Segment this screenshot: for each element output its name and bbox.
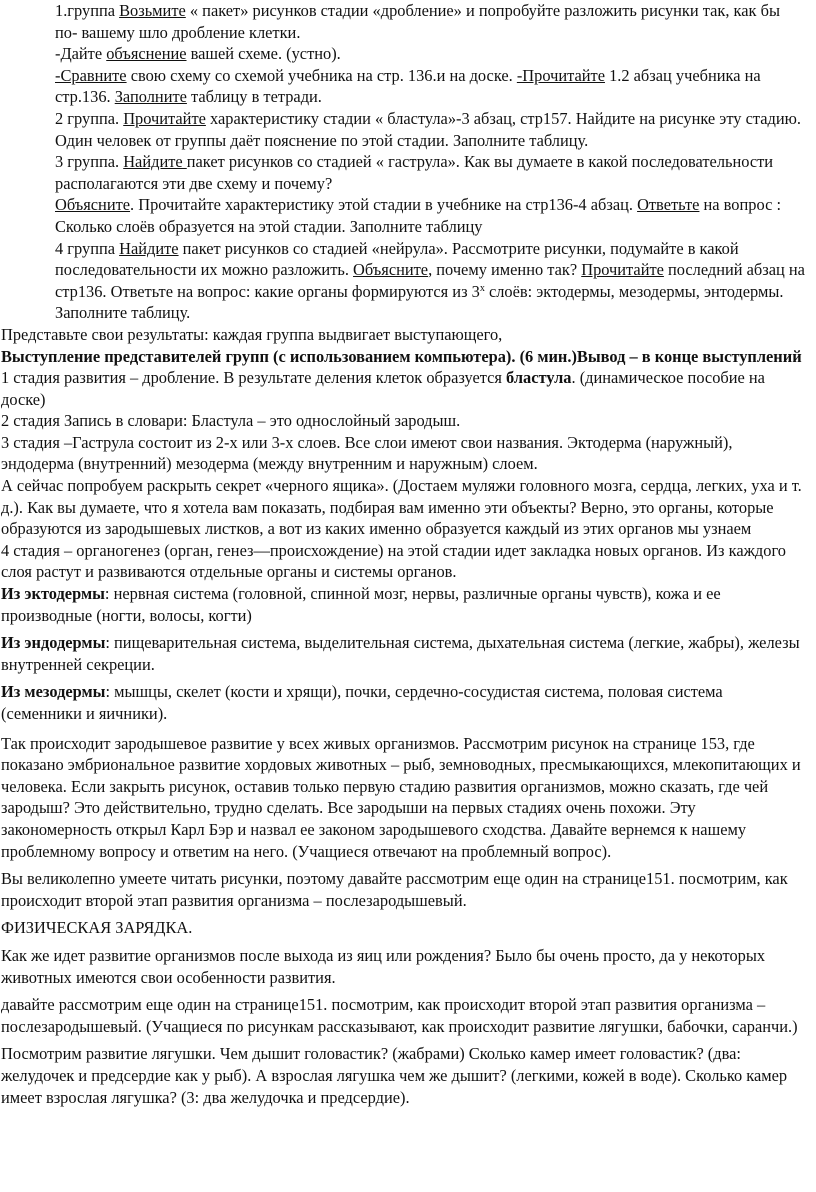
underlined-verb: объяснение [106,44,187,64]
group-1-task: 1.группа Возьмите « пакет» рисунков стадии «дробление» и попробуйте разложить рисунки так, как бы по- вашему шло дробление клетки. [55,1,780,42]
group-4-task: 4 группа Найдите пакет рисунков со стадией «нейрула». Рассмотрите рисунки, подумайте в какой последовательности их можно разложить. Объясните, почему именно так? Прочитайте последний абзац на стр136. Ответьте на вопрос: какие органы формируются из $3^х$ слоёв: эктодермы, мезодермы, энтодермы. Заполните таблицу. [55,238,805,323]
group-tasks [0,0,816,324]
exercise-break: ФИЗИЧЕСКАЯ ЗАРЯДКА. [1,918,193,938]
underlined-verb: Объясните [55,195,131,215]
underlined-verb: Найдите [123,152,187,172]
underlined-verb: Прочитайте [123,108,206,128]
superscript: х [479,282,485,294]
group-3-explain: Объясните. Прочитайте характеристику этой стадии в учебнике на стр136-4 абзац. Ответьте на вопрос : Сколько слоёв образуется на этой стадии. Заполните таблицу [55,195,781,236]
underlined-verb: -Сравните [55,65,127,85]
underlined-verb: Объясните [353,260,429,280]
stage-2: 2 стадия Запись в словари: Бластула – это однослойный зародыш. [1,411,461,431]
underlined-verb: Заполните [114,87,187,107]
development-question: Как же идет развитие организмов после выхода из яиц или рождения? Было бы очень просто, да у некоторых животных имеются свои особенности развития. [1,945,766,987]
stage-1: 1 стадия развития – дробление. В результате деления клеток образуется бластула. (динамическое пособие на доске) [1,368,765,409]
section-heading: Выступление представителей групп (с использованием компьютера). (6 мин.)Вывод – в конце выступлений [1,346,802,366]
group-1-explain: -Дайте объяснение вашей схеме. (устно). [55,44,341,64]
embryonic-similarity-paragraph: Так происходит зародышевое развитие у всех живых организмов. Рассмотрим рисунок на странице 153, где показано эмбриональное развитие хордовых животных – рыб, земноводных, пресмыкающихся, млекопитающих и человека. Если закрыть рисунок, оставив только первую стадию развития организмов, можно сказать, где чей зародыш? Это действительно, трудно сделать. Все зародыши на первых стадиях очень похожи. Эту закономерность открыл Карл Бэр и назвал ее законом зародышевого сходства. Давайте вернемся к нашему проблемному вопросу и ответим на него. (Учащиеся отвечают на проблемный вопрос). [1,733,801,861]
lesson-body [0,324,816,1108]
mesoderm-organs: Из мезодермы: мышцы, скелет (кости и хрящи), почки, сердечно-сосудистая система, половая система (семенники и яичники). [1,682,723,723]
stage-3: 3 стадия –Гаструла состоит из 2-х или 3-х слоев. Все слои имеют свои названия. Эктодерма (наружный), эндодерма (внутренний) мезодерма (между внутренним и наружным) слоем. [1,432,733,474]
frog-development-paragraph: Посмотрим развитие лягушки. Чем дышит головастик? (жабрами) Сколько камер имеет головастик? (два: желудочек и предсердие как у рыб). А взрослая лягушка чем же дышит? (легкими, кожей в воде). Сколько камер имеет взрослая лягушка? (3: два желудочка и предсердие). [1,1044,788,1107]
stage-4: 4 стадия – органогенез (орган, генез—происхождение) на этой стадии идет закладка новых органов. Из каждого слоя растут и развиваются отдельные органы и системы органов. [1,540,786,582]
group-3-task: 3 группа. Найдите пакет рисунков со стадией « гаструла». Как вы думаете в какой последовательности располагаются эти две схему и почему? [55,152,774,193]
group-1-compare: -Сравните свою схему со схемой учебника на стр. 136.и на доске. -Прочитайте 1.2 абзац учебника на стр.136. Заполните таблицу в тетради. [55,65,761,107]
group-2-task: 2 группа. Прочитайте характеристику стадии « бластула»-3 абзац, стр157. Найдите на рисунке эту стадию. Один человек от группы даёт пояснение по этой стадии. Заполните таблицу. [55,108,801,150]
underlined-verb: Найдите [119,238,179,258]
underlined-verb: Прочитайте [581,260,664,280]
ectoderm-organs: Из эктодермы: нервная система (головной, спинной мозг, нервы, различные органы чувств), кожа и ее производные (ногти, волосы, когти) [1,584,721,625]
picture-review-paragraph: давайте рассмотрим еще один на странице151. посмотрим, как происходит второй этап развития организма – послезародышевый. (Учащиеся по рисункам рассказывают, как происходит развитие лягушки, бабочки, саранчи.) [1,995,798,1036]
underlined-verb: Возьмите [119,1,186,20]
endoderm-organs: Из эндодермы: пищеварительная система, выделительная система, дыхательная система (легкие, жабры), железы внутренней секреции. [1,633,800,674]
present-line: Представьте свои результаты: каждая группа выдвигает выступающего, [1,324,503,344]
underlined-verb: Ответьте [637,195,700,215]
postembryonic-paragraph: Вы великолепно умеете читать рисунки, поэтому давайте рассмотрим еще один на странице151. посмотрим, как происходит второй этап развития организма – послезародышевый. [1,869,788,910]
black-box-paragraph: А сейчас попробуем раскрыть секрет «черного ящика». (Достаем муляжи головного мозга, сердца, легких, уха и т. д.). Как вы думаете, что я хотела вам показать, подбирая вам именно эти объекты? Верно, это органы, которые образуются из зародышевых листков, а вот из каких именно образуется каждый из этих органов мы узнаем [1,476,802,539]
underlined-verb: -Прочитайте [516,65,605,85]
